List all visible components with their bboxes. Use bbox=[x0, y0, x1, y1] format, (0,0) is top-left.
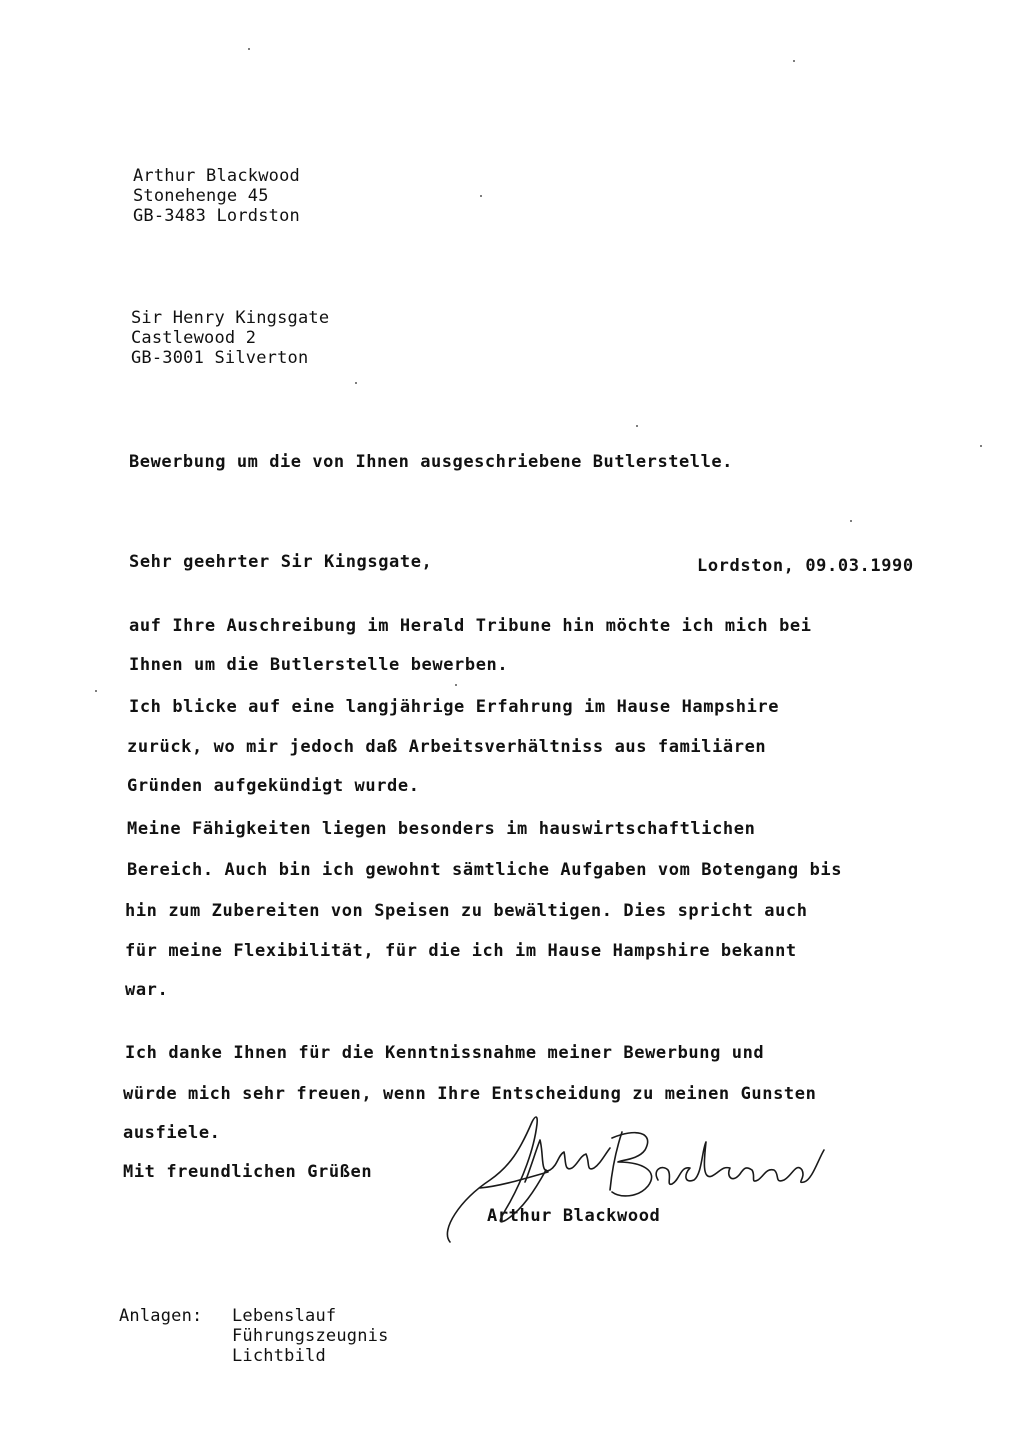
attachment-item: Lichtbild bbox=[232, 1346, 326, 1366]
recipient-street: Castlewood 2 bbox=[131, 328, 257, 348]
attachment-item: Führungszeugnis bbox=[232, 1326, 389, 1346]
body-line: Ihnen um die Butlerstelle bewerben. bbox=[129, 655, 509, 675]
attachments-label: Anlagen: bbox=[119, 1306, 203, 1326]
body-line: Ich danke Ihnen für die Kenntnissnahme meiner Bewerbung und bbox=[125, 1043, 765, 1063]
sender-name: Arthur Blackwood bbox=[133, 166, 300, 186]
body-line: hin zum Zubereiten von Speisen zu bewältigen. Dies spricht auch bbox=[125, 901, 808, 921]
attachment-item: Lebenslauf bbox=[232, 1306, 337, 1326]
body-line: auf Ihre Auschreibung im Herald Tribune hin möchte ich mich bei bbox=[129, 616, 812, 636]
body-line: für meine Flexibilität, für die ich im Hause Hampshire bekannt bbox=[125, 941, 797, 961]
scan-speck bbox=[793, 60, 795, 62]
scan-speck bbox=[850, 520, 852, 522]
sender-city: GB-3483 Lordston bbox=[133, 206, 300, 226]
body-line: zurück, wo mir jedoch daß Arbeitsverhältniss aus familiären bbox=[127, 737, 767, 757]
scan-speck bbox=[355, 382, 357, 384]
signature-typed-name: Arthur Blackwood bbox=[487, 1206, 661, 1226]
place-date: Lordston, 09.03.1990 bbox=[697, 556, 914, 576]
body-line: würde mich sehr freuen, wenn Ihre Entscheidung zu meinen Gunsten bbox=[123, 1084, 817, 1104]
scan-speck bbox=[455, 684, 457, 686]
recipient-city: GB-3001 Silverton bbox=[131, 348, 309, 368]
scan-speck bbox=[95, 690, 97, 692]
body-line: Gründen aufgekündigt wurde. bbox=[127, 776, 420, 796]
scan-speck bbox=[480, 195, 482, 197]
scan-speck bbox=[636, 425, 638, 427]
body-line: war. bbox=[125, 980, 169, 1000]
handwritten-signature bbox=[440, 1110, 840, 1260]
body-line: Meine Fähigkeiten liegen besonders im hauswirtschaftlichen bbox=[127, 819, 756, 839]
salutation: Sehr geehrter Sir Kingsgate, bbox=[129, 552, 433, 572]
body-line: Bereich. Auch bin ich gewohnt sämtliche Aufgaben vom Botengang bis bbox=[127, 860, 843, 880]
body-line: ausfiele. bbox=[123, 1123, 221, 1143]
recipient-name: Sir Henry Kingsgate bbox=[131, 308, 330, 328]
body-line: Ich blicke auf eine langjährige Erfahrung im Hause Hampshire bbox=[129, 697, 780, 717]
sender-street: Stonehenge 45 bbox=[133, 186, 269, 206]
closing: Mit freundlichen Grüßen bbox=[123, 1162, 373, 1182]
subject-line: Bewerbung um die von Ihnen ausgeschriebene Butlerstelle. bbox=[129, 452, 733, 472]
scan-speck bbox=[980, 445, 982, 447]
scan-speck bbox=[248, 48, 250, 50]
